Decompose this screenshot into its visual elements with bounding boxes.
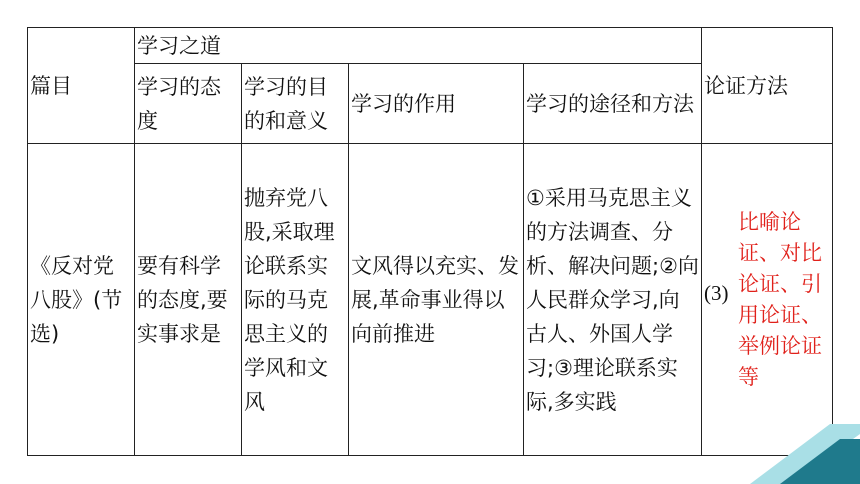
corner-decoration <box>640 404 860 484</box>
method-answer: 比喻论证、对比论证、引用论证、举例论证等 <box>738 209 822 389</box>
header-piece: 篇目 <box>28 28 135 144</box>
method-number: (3) <box>704 281 729 305</box>
header-effect: 学习的作用 <box>349 64 524 144</box>
header-attitude: 学习的态度 <box>135 64 242 144</box>
cell-attitude: 要有科学的态度,要实事求是 <box>135 144 242 456</box>
content-table <box>27 27 833 456</box>
cell-effect: 文风得以充实、发展,革命事业得以向前推进 <box>349 144 524 456</box>
header-purpose: 学习的目的和意义 <box>242 64 349 144</box>
header-approach: 学习的途径和方法 <box>524 64 702 144</box>
header-group: 学习之道 <box>135 28 702 64</box>
header-method: 论证方法 <box>702 28 833 144</box>
cell-piece: 《反对党八股》(节选) <box>28 144 135 456</box>
cell-approach: ①采用马克思主义的方法调查、分析、解决问题;②向人民群众学习,向古人、外国人学习;③理论联系实际,多实践 <box>524 144 702 456</box>
cell-purpose: 抛弃党八股,采取理论联系实际的马克思主义的学风和文风 <box>242 144 349 456</box>
